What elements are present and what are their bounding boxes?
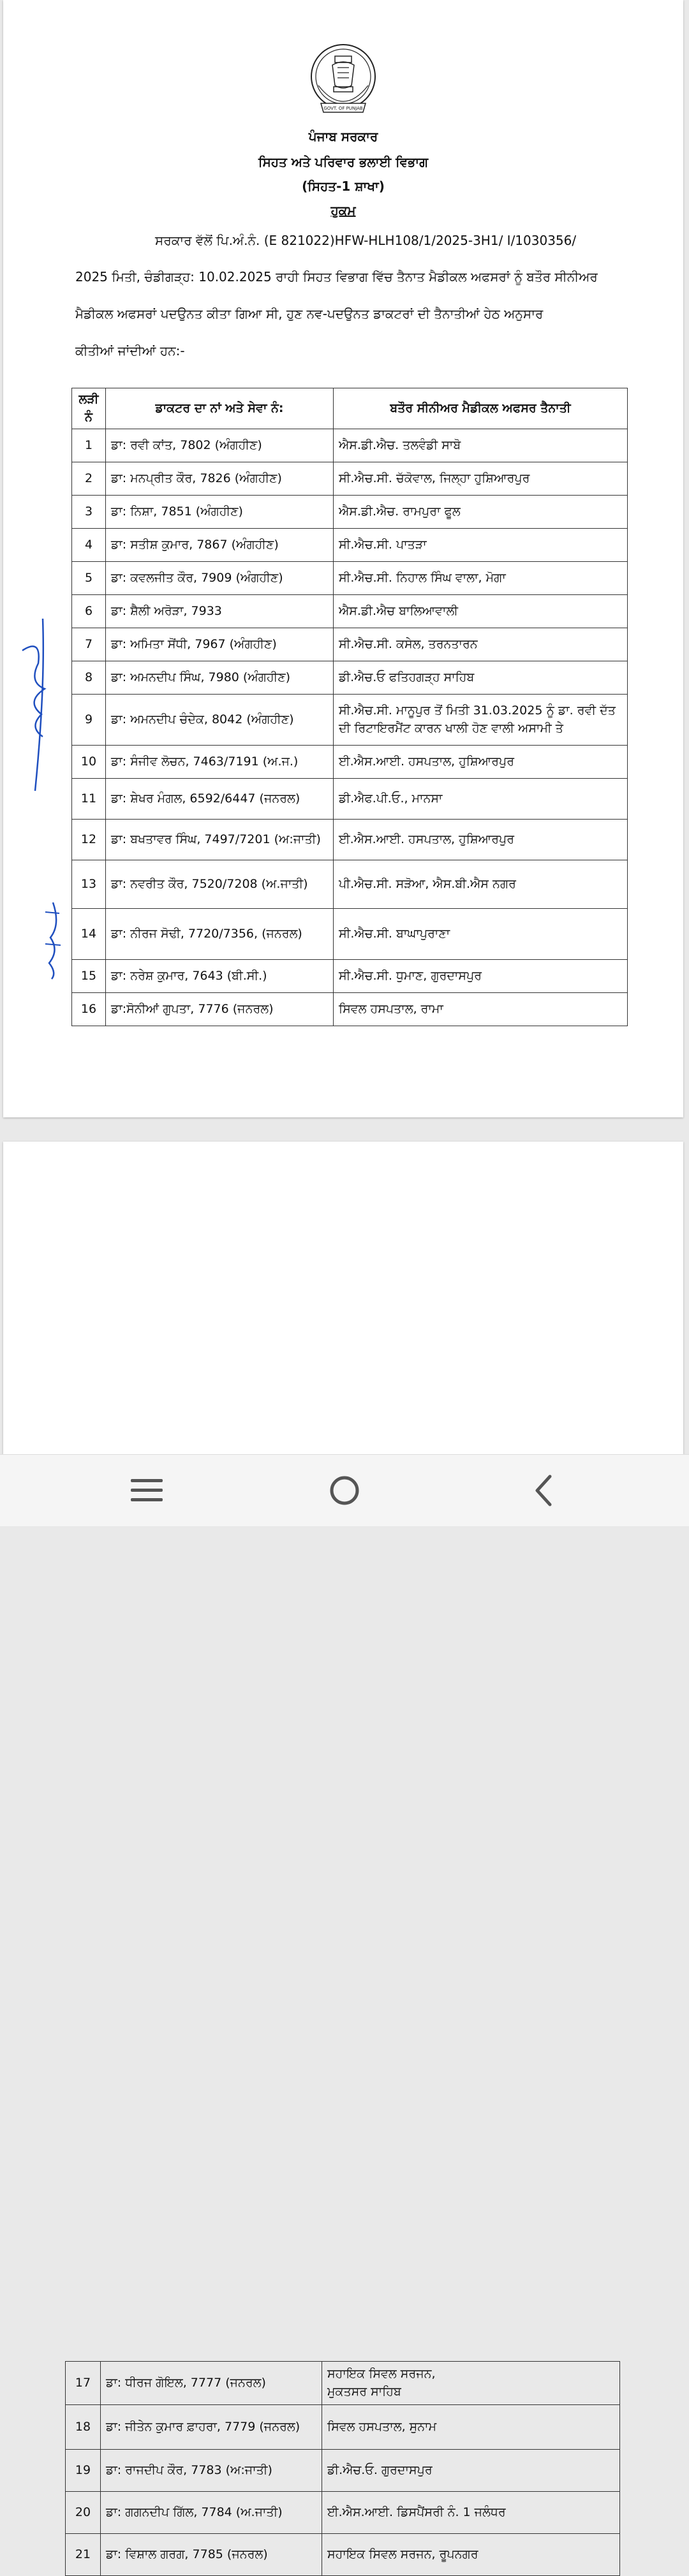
posting-cell: ਸੀ.ਐਚ.ਸੀ. ਕਸੇਲ, ਤਰਨਤਾਰਨ [334,628,628,661]
posting-line-1: ਸਹਾਇਕ ਸਿਵਲ ਸਰਜਨ, ਰੂਪਨਗਰ [327,2547,478,2561]
serial-cell: 20 [66,2492,101,2534]
table-row [72,462,628,496]
posting-line-1: ਡੀ.ਐਚ.ਓ. ਗੁਰਦਾਸਪੁਰ [327,2462,433,2477]
system-navigation-bar [0,1454,689,1526]
home-button[interactable] [311,1455,378,1526]
doctor-cell: ਡਾ: ਨੀਰਜ ਸੋਢੀ, 7720/7356, (ਜਨਰਲ) [106,909,334,960]
svg-text:GOVT. OF PUNJAB: GOVT. OF PUNJAB [323,106,363,111]
doctor-cell: ਡਾ: ਮਨਪ੍ਰੀਤ ਕੌਰ, 7826 (ਅੰਗਹੀਣ) [106,462,334,496]
table-row [72,562,628,595]
serial-cell: 18 [66,2405,101,2450]
doctor-cell: ਡਾ: ਸਤੀਸ਼ ਕੁਮਾਰ, 7867 (ਅੰਗਹੀਣ) [106,529,334,562]
home-icon [329,1475,360,1506]
posting-line-2: ਮੁਕਤਸਰ ਸਾਹਿਬ [327,2384,401,2399]
table-header-row [72,388,628,429]
serial-cell: 12 [72,820,106,860]
posting-cell: ਡੀ.ਐਚ.ਓ ਫਤਿਹਗੜ੍ਹ ਸਾਹਿਬ [334,661,628,695]
posting-cell [322,2362,620,2405]
back-button[interactable] [510,1455,577,1526]
doctor-cell: ਡਾ:ਸੋਨੀਆਂ ਗੁਪਤਾ, 7776 (ਜਨਰਲ) [106,993,334,1026]
serial-cell: 17 [66,2362,101,2405]
posting-cell: ਈ.ਐਸ.ਆਈ. ਹਸਪਤਾਲ, ਹੁਸ਼ਿਆਰਪੁਰ [334,820,628,860]
order-text-line-2: 2025 ਮਿਤੀ, ਚੰਡੀਗੜ੍ਹ: 10.02.2025 ਰਾਹੀ ਸਿਹਤ ਵਿਭਾਗ ਵਿੱਚ ਤੈਨਾਤ ਮੈਡੀਕਲ ਅਫਸਰਾਂ ਨੂੰ ਬਤੌਰ ਸੀਨੀਅਰ [75,269,598,284]
branch-name: (ਸਿਹਤ-1 ਸ਼ਾਖਾ) [302,179,385,194]
posting-cell: ਸੀ.ਐਚ.ਸੀ. ਬਾਘਾਪੁਰਾਣਾ [334,909,628,960]
postings-table [71,388,628,1026]
order-text-line-3: ਮੈਡੀਕਲ ਅਫਸਰਾਂ ਪਦਉਨਤ ਕੀਤਾ ਗਿਆ ਸੀ, ਹੁਣ ਨਵ-ਪਦਉਨਤ ਡਾਕਟਰਾਂ ਦੀ ਤੈਨਾਤੀਆਂ ਹੇਠ ਅਨੁਸਾਰ [75,306,544,321]
order-text-line-1: ਸਰਕਾਰ ਵੱਲੋਂ ਪਿ.ਅੰ.ਨੰ. (E 821022)HFW-HLH108/1/2025-3H1/ I/1030356/ [155,233,577,248]
doctor-cell: ਡਾ: ਅਮਨਦੀਪ ਚੰਦੇਕ, 8042 (ਅੰਗਹੀਣ) [106,695,334,746]
table-row [72,595,628,628]
doctor-cell: ਡਾ: ਸ਼ੈਲੀ ਅਰੋੜਾ, 7933 [106,595,334,628]
document-page-2 [3,1142,683,2561]
order-title: ਹੁਕਮ [330,203,356,218]
serial-cell: 3 [72,496,106,529]
posting-cell [322,2534,620,2576]
serial-cell: 4 [72,529,106,562]
serial-cell: 19 [66,2450,101,2492]
doctor-cell: ਡਾ: ਅਮਨਦੀਪ ਸਿੰਘ, 7980 (ਅੰਗਹੀਣ) [106,661,334,695]
posting-cell: ਸੀ.ਐਚ.ਸੀ. ਨਿਹਾਲ ਸਿੰਘ ਵਾਲਾ, ਮੋਗਾ [334,562,628,595]
serial-cell: 6 [72,595,106,628]
table-row [72,429,628,462]
serial-cell: 8 [72,661,106,695]
posting-cell: ਐਸ.ਡੀ.ਐਚ ਬਾਲਿਆਵਾਲੀ [334,595,628,628]
posting-cell: ਸੀ.ਐਚ.ਸੀ. ਧੁਮਾਣ, ਗੁਰਦਾਸਪੁਰ [334,960,628,993]
posting-cell [322,2492,620,2534]
serial-cell: 1 [72,429,106,462]
table-row [72,661,628,695]
doctor-cell: ਡਾ: ਰਾਜਦੀਪ ਕੌਰ, 7783 (ਅ:ਜਾਤੀ) [101,2450,322,2492]
table-row [72,496,628,529]
doctor-cell: ਡਾ: ਧੀਰਜ ਗੋਇਲ, 7777 (ਜਨਰਲ) [101,2362,322,2405]
header-doctor: ਡਾਕਟਰ ਦਾ ਨਾਂ ਅਤੇ ਸੇਵਾ ਨੰ: [106,388,334,429]
doctor-cell: ਡਾ: ਨਰੇਸ਼ ਕੁਮਾਰ, 7643 (ਬੀ.ਸੀ.) [106,960,334,993]
posting-line-1: ਸਿਵਲ ਹਸਪਤਾਲ, ਸੁਨਾਮ [327,2419,437,2434]
back-icon [531,1473,556,1508]
doctor-cell: ਡਾ: ਕਵਲਜੀਤ ਕੌਰ, 7909 (ਅੰਗਹੀਣ) [106,562,334,595]
table-row [66,2534,620,2576]
doctor-cell: ਡਾ: ਗਗਨਦੀਪ ਗਿੱਲ, 7784 (ਅ.ਜਾਤੀ) [101,2492,322,2534]
serial-cell: 2 [72,462,106,496]
table-row [72,779,628,820]
posting-cell: ਈ.ਐਸ.ਆਈ. ਹਸਪਤਾਲ, ਹੁਸ਼ਿਆਰਪੁਰ [334,746,628,779]
table-row [72,529,628,562]
serial-cell: 7 [72,628,106,661]
doctor-cell: ਡਾ: ਨਵਰੀਤ ਕੌਰ, 7520/7208 (ਅ.ਜਾਤੀ) [106,860,334,909]
table-row [72,820,628,860]
serial-cell: 14 [72,909,106,960]
recent-apps-button[interactable] [114,1455,180,1526]
serial-cell: 11 [72,779,106,820]
header-serial: ਲੜੀ ਨੰ [72,388,106,429]
table-row [72,746,628,779]
serial-cell: 21 [66,2534,101,2576]
table-row [72,909,628,960]
posting-cell: ਸੀ.ਐਚ.ਸੀ. ਚੱਕੋਵਾਲ, ਜਿਲ੍ਹਾ ਹੁਸ਼ਿਆਰਪੁਰ [334,462,628,496]
table-row [72,628,628,661]
doctor-cell: ਡਾ: ਅਮਿਤਾ ਸੋਂਧੀ, 7967 (ਅੰਗਹੀਣ) [106,628,334,661]
serial-cell: 5 [72,562,106,595]
posting-cell [322,2450,620,2492]
posting-cell: ਐਸ.ਡੀ.ਐਚ. ਰਾਮਪੁਰਾ ਫੂਲ [334,496,628,529]
table-row [72,695,628,746]
doctor-cell: ਡਾ: ਜੀਤੇਨ ਕੁਮਾਰ ਫ਼ਾਹਰਾ, 7779 (ਜਨਰਲ) [101,2405,322,2450]
menu-icon [130,1476,164,1505]
posting-cell [322,2405,620,2450]
signature-mark-lower [40,899,66,982]
table-row [66,2362,620,2405]
header-posting: ਬਤੌਰ ਸੀਨੀਅਰ ਮੈਡੀਕਲ ਅਫਸਰ ਤੈਨਾਤੀ [334,388,628,429]
punjab-emblem-icon [307,41,380,119]
doctor-cell: ਡਾ: ਵਿਸ਼ਾਲ ਗਰਗ, 7785 (ਜਨਰਲ) [101,2534,322,2576]
doctor-cell: ਡਾ: ਸ਼ੇਖਰ ਮੰਗਲ, 6592/6447 (ਜਨਰਲ) [106,779,334,820]
table-row [66,2450,620,2492]
posting-line-1: ਸਹਾਇਕ ਸਿਵਲ ਸਰਜਨ, [327,2366,436,2381]
posting-cell: ਐਸ.ਡੀ.ਐਚ. ਤਲਵੰਡੀ ਸਾਬੋ [334,429,628,462]
posting-cell: ਸੀ.ਐਚ.ਸੀ. ਮਾਨੂਪੁਰ ਤੋਂ ਮਿਤੀ 31.03.2025 ਨੂੰ ਡਾ. ਰਵੀ ਦੱਤ ਦੀ ਰਿਟਾਇਰਮੈਂਟ ਕਾਰਨ ਖਾਲੀ ਹੋਣ ਵਾਲੀ ਅਸਾਮੀ ਤੇ [334,695,628,746]
table-row [66,2492,620,2534]
doctor-cell: ਡਾ: ਨਿਸ਼ਾ, 7851 (ਅੰਗਹੀਣ) [106,496,334,529]
table-row [72,993,628,1026]
posting-cell: ਡੀ.ਐਫ.ਪੀ.ਓ., ਮਾਨਸਾ [334,779,628,820]
posting-cell: ਪੀ.ਐਚ.ਸੀ. ਸੜੋਆ, ਐਸ.ਬੀ.ਐਸ ਨਗਰ [334,860,628,909]
serial-cell: 13 [72,860,106,909]
document-page-1 [3,0,683,1117]
postings-table-continued [65,2361,620,2576]
serial-cell: 10 [72,746,106,779]
table-row [72,860,628,909]
serial-cell: 16 [72,993,106,1026]
table-row [72,960,628,993]
government-name: ਪੰਜਾਬ ਸਰਕਾਰ [308,129,378,144]
doctor-cell: ਡਾ: ਬਖਤਾਵਰ ਸਿੰਘ, 7497/7201 (ਅ:ਜਾਤੀ) [106,820,334,860]
signature-mark-upper [16,612,54,797]
doctor-cell: ਡਾ: ਸੰਜੀਵ ਲੋਚਨ, 7463/7191 (ਅ.ਜ.) [106,746,334,779]
posting-cell: ਸਿਵਲ ਹਸਪਤਾਲ, ਰਾਮਾ [334,993,628,1026]
serial-cell: 9 [72,695,106,746]
posting-cell: ਸੀ.ਐਚ.ਸੀ. ਪਾਤੜਾ [334,529,628,562]
serial-cell: 15 [72,960,106,993]
order-text-line-4: ਕੀਤੀਆਂ ਜਾਂਦੀਆਂ ਹਨ:- [75,343,185,358]
department-name: ਸਿਹਤ ਅਤੇ ਪਰਿਵਾਰ ਭਲਾਈ ਵਿਭਾਗ [258,154,428,170]
doctor-cell: ਡਾ: ਰਵੀ ਕਾਂਤ, 7802 (ਅੰਗਹੀਣ) [106,429,334,462]
posting-line-1: ਈ.ਐਸ.ਆਈ. ਡਿਸਪੈਂਸਰੀ ਨੰ. 1 ਜਲੰਧਰ [327,2505,506,2519]
table-row [66,2405,620,2450]
